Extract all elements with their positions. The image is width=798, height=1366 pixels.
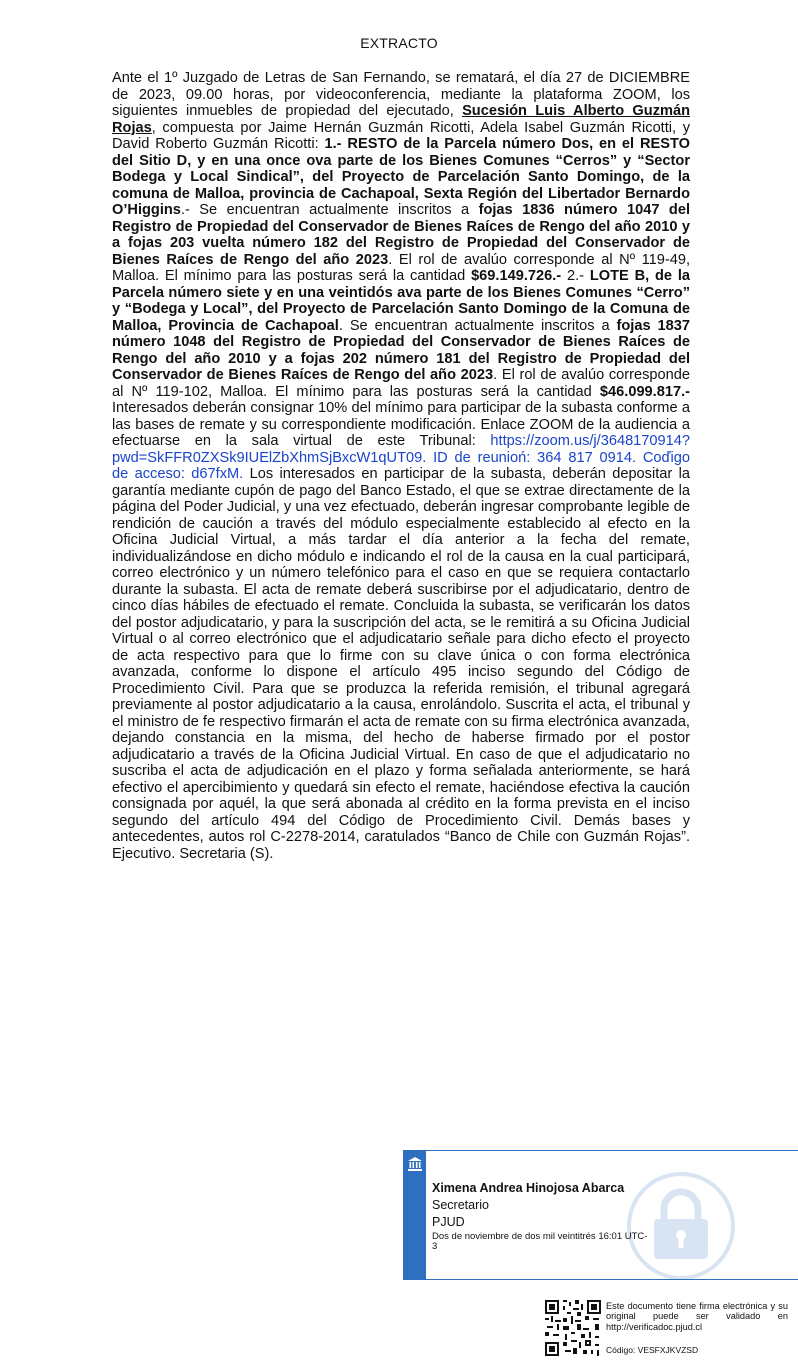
- body-text-segment: .- Se encuentran actualmente inscritos a: [180, 202, 479, 218]
- body-text-segment: . El rol de avalúo corresponde al Nº 119-49, Malloa. El mínimo para las posturas será la cantidad: [112, 251, 690, 284]
- property-2-minimum-bid: $46.099.817.-: [599, 383, 690, 400]
- lock-icon: [626, 1171, 736, 1280]
- signature-sidebar: [404, 1151, 426, 1279]
- extract-body: [112, 70, 690, 862]
- body-text-segment: Ante el 1º Juzgado de Letras de San Fernando, se rematará, el día 27 de DICIEMBRE de 2023, 09.00 horas, por videoconferencia, mediante la plataforma ZOOM, los siguientes inmuebles de propiedad del ejecutado,: [112, 70, 690, 119]
- body-text-segment: 2.-: [561, 268, 590, 284]
- property-1-registry: fojas 1836 número 1047 del Registro de Propiedad del Conservador de Bienes Raíces de Rengo del año 2010 y a fojas 203 vuelta número 182 del Registro de Propiedad del Conservador de Bienes Raíces de Rengo del año 2023: [112, 202, 691, 268]
- property-2-description: LOTE B, de la Parcela número siete y en una veintidós ava parte de los Bienes Comunes “Cerro” y “Bodega y Local”, del Proyecto de Parcelación Santo Domingo de la Comuna de Malloa, Provincia de Cachapoal: [112, 268, 691, 334]
- body-text-segment: . Se encuentran actualmente inscritos a: [338, 317, 617, 334]
- verification-code: Código: VESFXJKVZSD: [606, 1345, 699, 1355]
- qr-code-icon: [545, 1300, 601, 1356]
- document-title: EXTRACTO: [360, 35, 438, 51]
- verification-notice: Este documento tiene firma electrónica y su original puede ser validado en http://verificadoc.pjud.cl: [606, 1301, 788, 1332]
- body-text-segment: Interesados deberán consignar 10% del mínimo para participar de la subasta conforme a las bases de remate y su correspondiente modificación. Enlace ZOOM de la audiencia a efectuarse en la sala virtual de este Tribunal:: [112, 400, 690, 449]
- property-2-registry: fojas 1837 número 1048 del Registro de Propiedad del Conservador de Bienes Raíces de Rengo del año 2010 y a fojas 202 número 181 del Registro de Propiedad del Conservador de Bienes Raíces de Rengo del año 2023: [112, 317, 690, 383]
- property-1-minimum-bid: $69.149.726.-: [471, 268, 562, 284]
- signer-organization: PJUD: [432, 1215, 465, 1229]
- zoom-link[interactable]: https://zoom.us/j/3648170914?pwd=SkFFR0ZXSk9IUElZbXhmSjBxcW1qUT09. ID de reunioń: 364 817 0914. Coďigo de acceso: d67fxM.: [112, 433, 690, 482]
- signature-timestamp: Dos de noviembre de dos mil veintitrés 16:01 UTC-3: [432, 1231, 648, 1252]
- property-1-description: 1.- RESTO de la Parcela número Dos, en el RESTO del Sitio D, y en una once ova parte de los Bienes Comunes “Cerros” y “Sector Bodega y Local Sindical”, del Proyecto de Parcelación Santo Domingo, de la comuna de Malloa, provincia de Cachapoal, Sexta Región del Libertador Bernardo O’Higgins: [112, 136, 690, 218]
- body-text-segment: , compuesta por Jaime Hernán Guzmán Ricotti, Adela Isabel Guzmán Ricotti, y David Roberto Guzmán Ricotti:: [112, 119, 690, 152]
- executed-party-name: Sucesión Luis Alberto Guzmán Rojas: [112, 103, 690, 136]
- body-text-segment: . El rol de avalúo corresponde al Nº 119-102, Malloa. El mínimo para las posturas será la cantidad: [112, 367, 690, 400]
- electronic-signature-box: [403, 1150, 798, 1280]
- body-text-segment: Los interesados en participar de la subasta, deberán depositar la garantía mediante cupón de pago del Banco Estado, el que se extrae directamente de la página del Poder Judicial, y una vez efectuado, deberán ingresar comprobante legible de rendición de caución a través del módulo especialmente establecido al efecto en la Oficina Judicial Virtual, a más tardar el día anterior a la fecha del remate, individualizándose en dicho módulo e indicando el rol de la causa en la cual participará, correo electrónico y un número telefónico para el caso en que se requiera contactarlo durante la subasta. El acta de remate deberá suscribirse por el adjudicatario, dentro de cinco días hábiles de efectuado el remate. Concluida la subasta, se verificarán los datos del postor adjudicatario, y para la suscripción del acta, se le remitirá a su Oficina Judicial Virtual o al correo electrónico que el adjudicatario señale para dicho efecto el proyecto de acta respectivo para que lo firme con su clave única o con forma electrónica avanzada, conforme lo dispone el artículo 495 inciso segundo del Código de Procedimiento Civil. Para que se produzca la referida remisión, el tribunal agregará previamente al postor adjudicatario a la causa, enrolándolo. Suscrita el acta, el tribunal y el ministro de fe respectivo firmarán el acta de remate con su firma electrónica avanzada, dejando constancia en la misma, del hecho de haberse firmado por el postor adjudicatario a través de la Oficina Judicial Virtual. En caso de que el adjudicatario no suscriba el acta de adjudicación en el plazo y forma señalada anteriormente, se hará efectivo el apercibimiento y quedará sin efecto el remate, haciéndose efectiva la caución consignada por aquél, la que será abonada al crédito en la forma prevista en el inciso segundo del artículo 494 del Código de Procedimiento Civil. Demás bases y antecedentes, autos rol C-2278-2014, caratulados “Banco de Chile con Guzmán Rojas”. Ejecutivo. Secretaria (S).: [112, 466, 690, 862]
- signer-role: Secretario: [432, 1198, 489, 1212]
- signer-name: Ximena Andrea Hinojosa Abarca: [432, 1181, 625, 1195]
